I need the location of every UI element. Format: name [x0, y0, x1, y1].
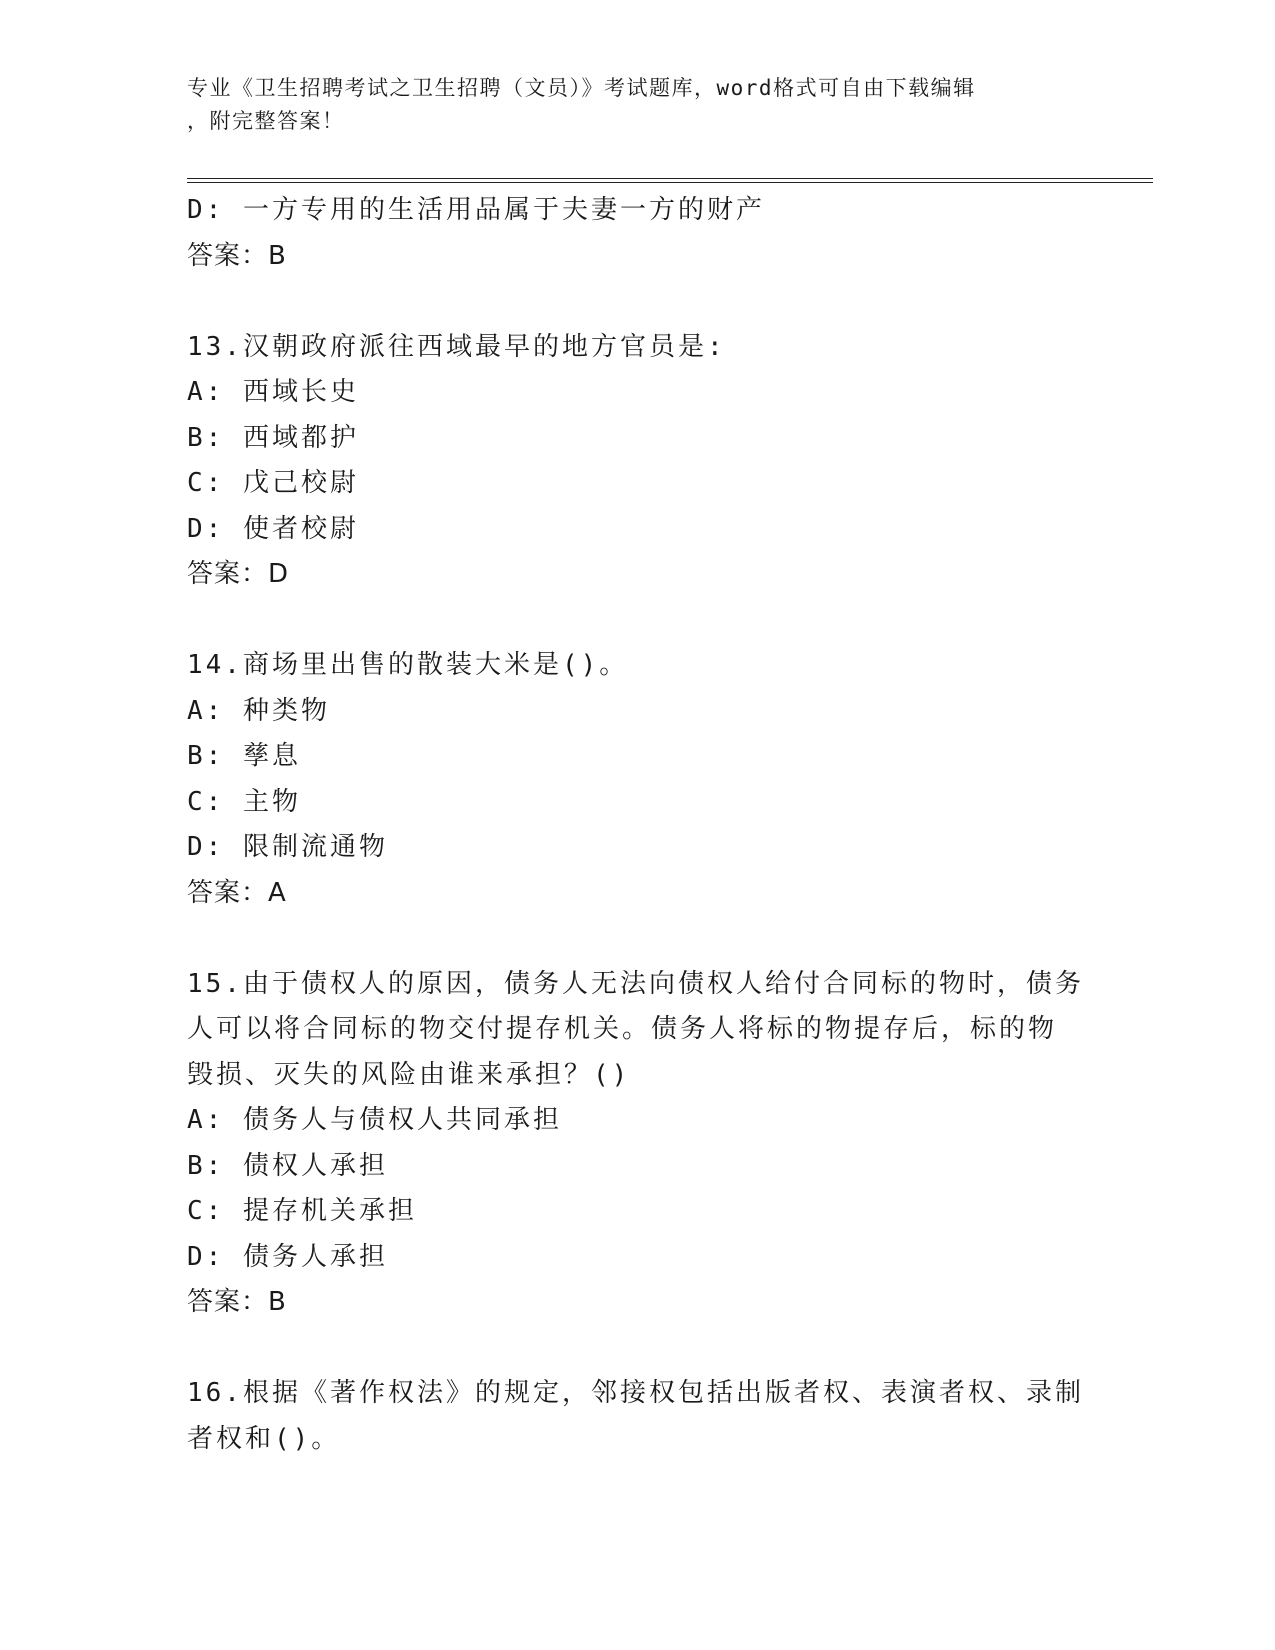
option-b: B: 孳息: [187, 741, 301, 771]
spacer: [187, 1326, 1087, 1372]
option-b: B: 债权人承担: [187, 1150, 388, 1181]
question-13: [187, 325, 1087, 598]
answer: 答案：A: [187, 877, 287, 908]
spacer: [187, 598, 1087, 644]
spacer: [187, 279, 1087, 325]
option-c: C: 戊己校尉: [187, 468, 359, 498]
question-text: 者权和()。: [187, 1423, 341, 1454]
header-divider-bottom: [187, 182, 1153, 183]
option-a: A: 西域长史: [187, 377, 359, 407]
option-d: D: 使者校尉: [187, 513, 359, 544]
question-text: 人可以将合同标的物交付提存机关。债务人将标的物提存后，标的物: [187, 1014, 1058, 1044]
option-a: A: 种类物: [187, 695, 330, 726]
question-text: 14.商场里出售的散装大米是()。: [187, 650, 629, 680]
question-text: 毁损、灭失的风险由谁来承担？(): [187, 1059, 631, 1090]
header-divider-top: [187, 178, 1153, 179]
header-line-1: 专业《卫生招聘考试之卫生招聘（文员）》考试题库，word格式可自由下载编辑: [187, 76, 976, 100]
document-header: [187, 72, 1067, 138]
option-d: D: 一方专用的生活用品属于夫妻一方的财产: [187, 195, 765, 225]
question-14: [187, 643, 1087, 916]
option-d: D: 限制流通物: [187, 832, 388, 862]
option-c: C: 提存机关承担: [187, 1196, 417, 1226]
option-d: D: 债务人承担: [187, 1241, 388, 1272]
spacer: [187, 916, 1087, 962]
header-line-2: ，附完整答案！: [187, 109, 345, 133]
answer: 答案：B: [187, 1287, 287, 1317]
option-c: C: 主物: [187, 786, 301, 817]
answer: 答案：D: [187, 559, 290, 589]
answer: 答案：B: [187, 240, 287, 271]
question-15: [187, 962, 1087, 1326]
question-text: 16.根据《著作权法》的规定，邻接权包括出版者权、表演者权、录制: [187, 1378, 1084, 1408]
question-text: 15.由于债权人的原因，债务人无法向债权人给付合同标的物时，债务: [187, 968, 1084, 999]
option-a: A: 债务人与债权人共同承担: [187, 1105, 562, 1135]
question-16: [187, 1371, 1087, 1462]
option-b: B: 西域都护: [187, 422, 359, 453]
document-body: [187, 188, 1087, 1462]
question-text: 13.汉朝政府派往西域最早的地方官员是:: [187, 331, 726, 362]
